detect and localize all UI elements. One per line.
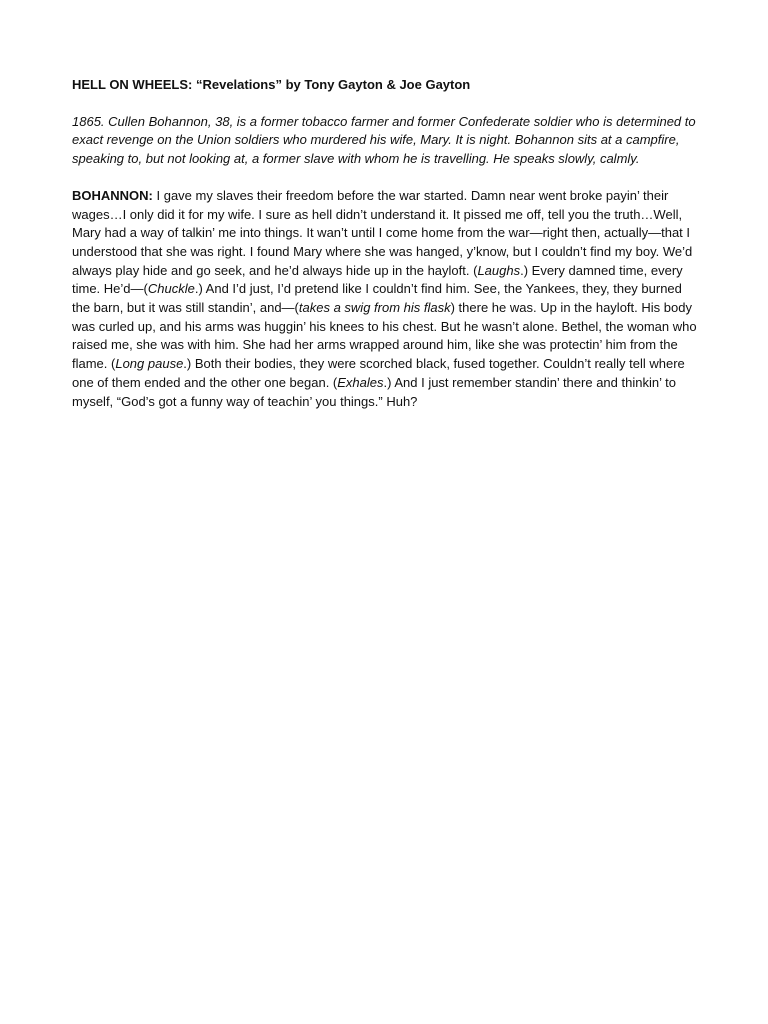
- monologue-text: ) there he was. Up in the hayloft. His body was curled up, and his arms was huggin’ his knees to his chest. But he wasn’t alone. Bethel, the woman who raised me, she was with him. She had her arms wrapped around him, like she was protectin’ him from the flame. (: [72, 300, 697, 372]
- monologue-text: .) And I just remember standin’ there and thinkin’ to myself, “God’s got a funny way of teachin’ you things.” Huh?: [72, 374, 676, 409]
- stage-direction: Exhales: [337, 374, 384, 390]
- monologue-text: .) And I’d just, I’d pretend like I couldn’t find him. See, the Yankees, they, they burned the barn, but it was still standin’, and—(: [72, 281, 682, 316]
- scene-description: 1865. Cullen Bohannon, 38, is a former tobacco farmer and former Confederate soldier who is determined to exact revenge on the Union soldiers who murdered his wife, Mary. It is night. Bohannon sits at a campfire, speaking to, but not looking at, a former slave with whom he is travelling. He speaks slowly, calmly.: [72, 113, 696, 167]
- stage-direction: takes a swig from his flask: [298, 300, 451, 316]
- stage-direction: Long pause: [115, 356, 184, 372]
- stage-direction: Laughs: [477, 262, 521, 278]
- monologue-text: I gave my slaves their freedom before the war started. Damn near went broke payin’ their wages…I only did it for my wife. I sure as hell didn’t understand it. It pissed me off, tell you the truth…Well, Mary had a way of talkin’ me into things. It wan’t until I come home from the war—right then, actually—that I understood that she was right. I found Mary where she was hanged, y’know, but I couldn’t find my boy. We’d always play hide and go seek, and he’d always hide up in the hayloft. (: [72, 187, 693, 278]
- document-title: HELL ON WHEELS: “Revelations” by Tony Gayton & Joe Gayton: [72, 77, 471, 92]
- monologue-paragraph: [72, 187, 698, 411]
- document-page: [72, 76, 698, 411]
- monologue-text: .) Every damned time, every time. He’d—(: [72, 262, 683, 297]
- stage-direction: Chuckle: [147, 281, 195, 297]
- monologue-text: .) Both their bodies, they were scorched black, fused together. Couldn’t really tell where one of them ended and the other one began. (: [72, 356, 685, 390]
- speaker-name: BOHANNON:: [72, 187, 153, 203]
